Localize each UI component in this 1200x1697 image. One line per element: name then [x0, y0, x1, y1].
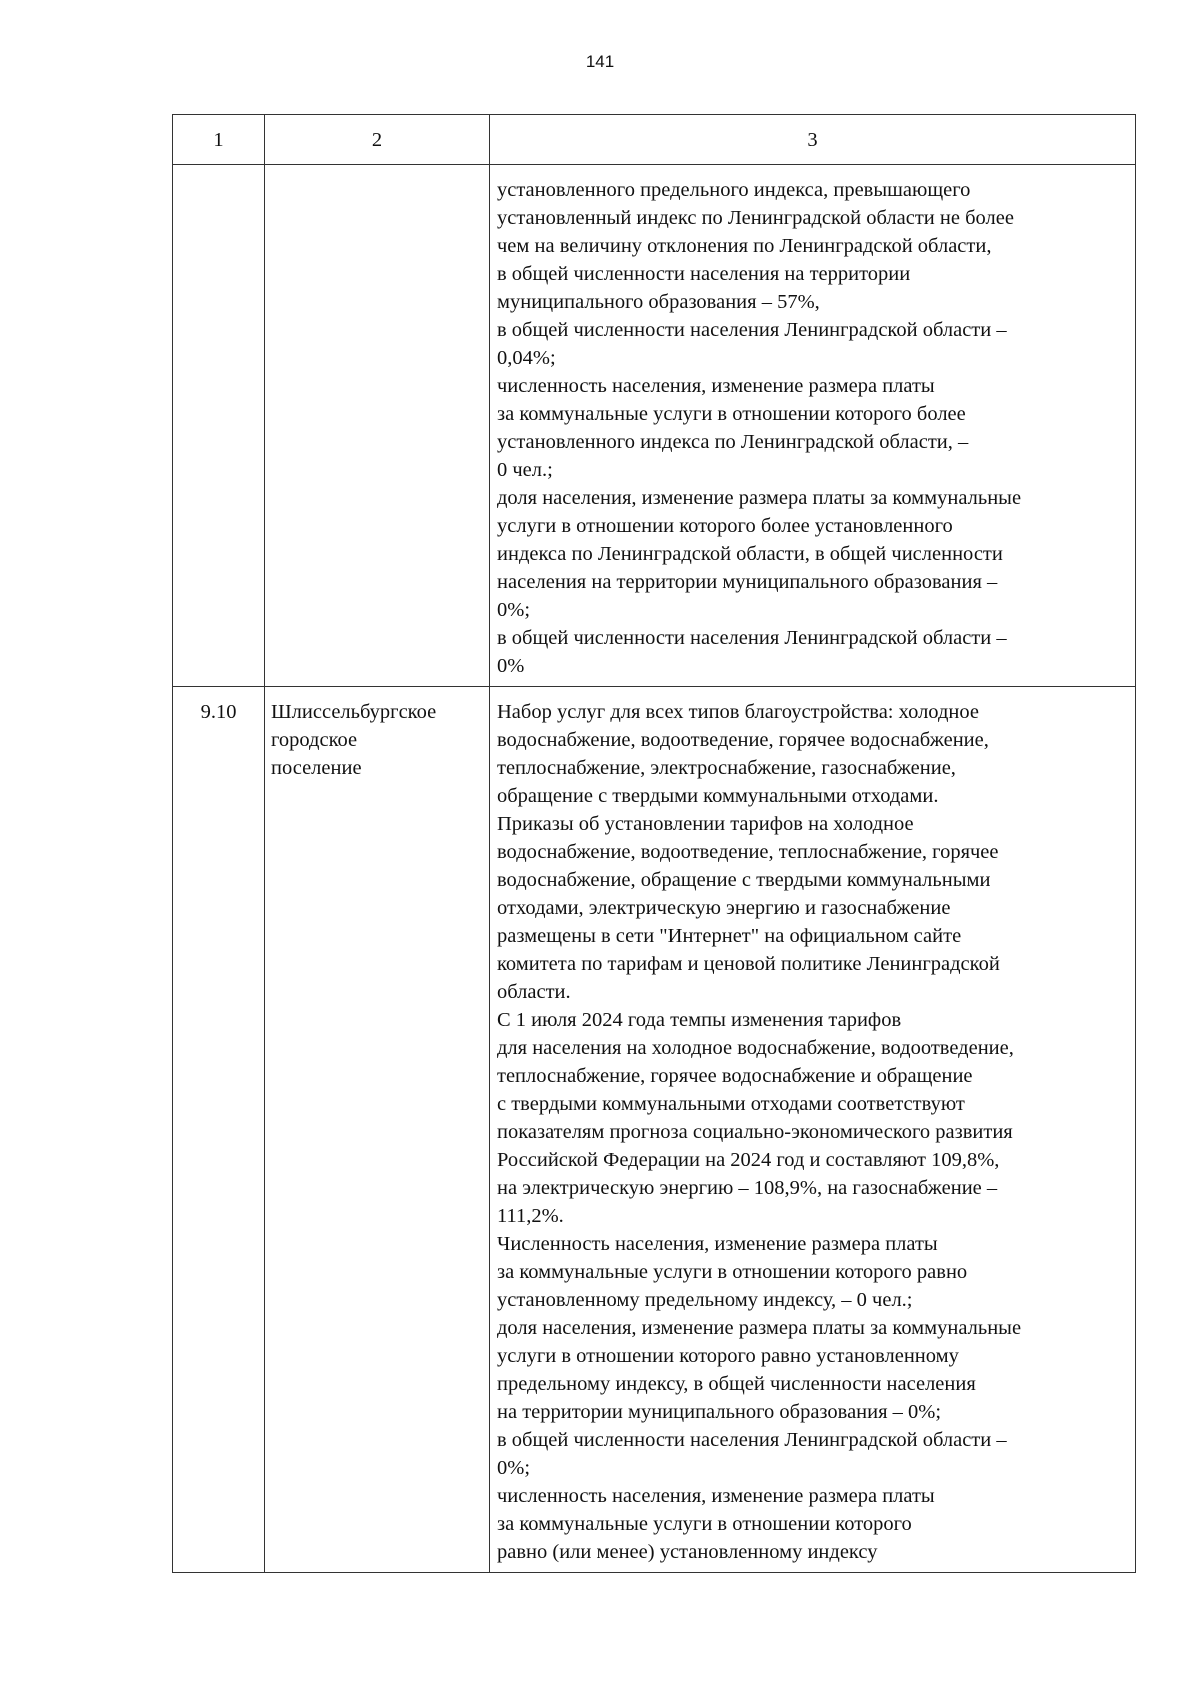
column-header-2: 2	[265, 115, 490, 165]
description-line: установленный индекс по Ленинградской области не более	[497, 207, 1014, 229]
description-line: отходами, электрическую энергию и газоснабжение	[497, 897, 951, 919]
description-cell	[490, 165, 1136, 687]
description-line: водоснабжение, водоотведение, горячее водоснабжение,	[497, 729, 989, 751]
description-line: области.	[497, 981, 571, 1003]
description-line: численность населения, изменение размера платы	[497, 375, 935, 397]
description-line: 0 чел.;	[497, 459, 553, 481]
description-line: Российской Федерации на 2024 год и составляют 109,8%,	[497, 1149, 1000, 1171]
description-line: установленного индекса по Ленинградской области, –	[497, 431, 969, 453]
description-line: теплоснабжение, горячее водоснабжение и обращение	[497, 1065, 973, 1087]
table-row	[173, 165, 1136, 687]
description-line: теплоснабжение, электроснабжение, газоснабжение,	[497, 757, 956, 779]
description-line: водоснабжение, обращение с твердыми коммунальными	[497, 869, 991, 891]
description-line: с твердыми коммунальными отходами соответствуют	[497, 1093, 965, 1115]
description-line: за коммунальные услуги в отношении которого	[497, 1513, 912, 1535]
description-cell	[490, 687, 1136, 1573]
description-line: населения на территории муниципального образования –	[497, 571, 998, 593]
description-line: равно (или менее) установленному индексу	[497, 1541, 878, 1563]
description-line: за коммунальные услуги в отношении которого равно	[497, 1261, 968, 1283]
municipality-name-line: городское	[271, 729, 358, 751]
row-number-cell: 9.10	[173, 687, 265, 1573]
description-line: Численность населения, изменение размера платы	[497, 1233, 938, 1255]
description-line: численность населения, изменение размера платы	[497, 1485, 935, 1507]
municipality-name-cell	[265, 165, 490, 687]
description-line: чем на величину отклонения по Ленинградской области,	[497, 235, 992, 257]
description-line: в общей численности населения Ленинградской области –	[497, 627, 1007, 649]
description-line: для населения на холодное водоснабжение, водоотведение,	[497, 1037, 1014, 1059]
description-line: 0%;	[497, 599, 531, 621]
description-line: 111,2%.	[497, 1205, 564, 1227]
description-line: размещены в сети "Интернет" на официальном сайте	[497, 925, 962, 947]
description-line: Приказы об установлении тарифов на холодное	[497, 813, 914, 835]
description-line: доля населения, изменение размера платы за коммунальные	[497, 487, 1022, 509]
description-line: муниципального образования – 57%,	[497, 291, 820, 313]
description-line: Набор услуг для всех типов благоустройства: холодное	[497, 701, 979, 723]
column-header-3: 3	[490, 115, 1136, 165]
description-line: обращение с твердыми коммунальными отходами.	[497, 785, 939, 807]
data-table	[172, 114, 1136, 1573]
description-line: доля населения, изменение размера платы за коммунальные	[497, 1317, 1022, 1339]
description-line: С 1 июля 2024 года темпы изменения тарифов	[497, 1009, 902, 1031]
description-line: 0,04%;	[497, 347, 556, 369]
description-line: услуги в отношении которого равно установленному	[497, 1345, 959, 1367]
column-header-1: 1	[173, 115, 265, 165]
page-number: 141	[585, 52, 615, 71]
row-number-cell	[173, 165, 265, 687]
table-body	[173, 165, 1136, 1573]
description-line: на электрическую энергию – 108,9%, на газоснабжение –	[497, 1177, 998, 1199]
municipality-name-line: Шлиссельбургское	[271, 701, 437, 723]
description-line: установленного предельного индекса, превышающего	[497, 179, 971, 201]
description-line: показателям прогноза социально-экономического развития	[497, 1121, 1013, 1143]
description-line: водоснабжение, водоотведение, теплоснабжение, горячее	[497, 841, 999, 863]
municipality-name-cell	[265, 687, 490, 1573]
description-line: индекса по Ленинградской области, в общей численности	[497, 543, 1003, 565]
description-line: предельному индексу, в общей численности населения	[497, 1373, 976, 1395]
description-line: 0%	[497, 655, 525, 677]
description-line: на территории муниципального образования – 0%;	[497, 1401, 942, 1423]
description-line: комитета по тарифам и ценовой политике Ленинградской	[497, 953, 1000, 975]
description-line: в общей численности населения Ленинградской области –	[497, 1429, 1007, 1451]
municipality-name-line: поселение	[271, 757, 362, 779]
description-line: услуги в отношении которого более установленного	[497, 515, 953, 537]
description-line: за коммунальные услуги в отношении которого более	[497, 403, 966, 425]
description-line: 0%;	[497, 1457, 531, 1479]
description-line: в общей численности населения Ленинградской области –	[497, 319, 1007, 341]
description-line: в общей численности населения на территории	[497, 263, 911, 285]
table-row	[173, 687, 1136, 1573]
description-line: установленному предельному индексу, – 0 чел.;	[497, 1289, 913, 1311]
table-header-row	[173, 115, 1136, 165]
